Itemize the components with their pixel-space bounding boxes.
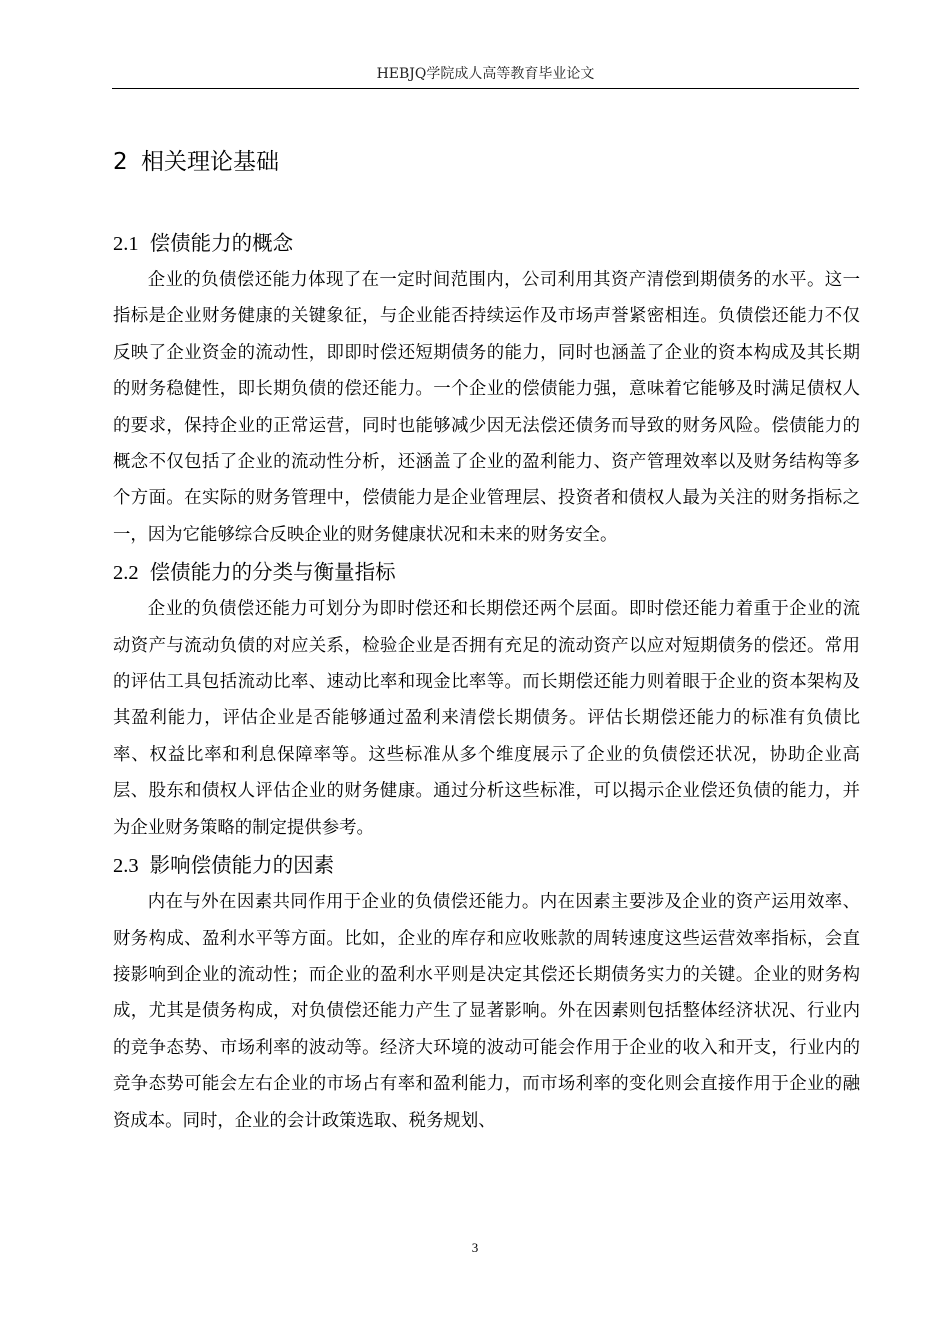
section-title: 偿债能力的分类与衡量指标 xyxy=(149,560,396,585)
page-header: HEBJQ学院成人高等教育毕业论文 xyxy=(376,66,595,82)
section-number: 2.2 xyxy=(113,562,139,585)
header-divider xyxy=(112,88,859,89)
section-paragraph: 内在与外在因素共同作用于企业的负债偿还能力。内在因素主要涉及企业的资产运用效率、财务构成、盈利水平等方面。比如，企业的库存和应收账款的周转速度这些运营效率指标，会直接影响到企业的流动性；而企业的盈利水平则是决定其偿还长期债务实力的关键。企业的财务构成，尤其是债务构成，对负债偿还能力产生了显著影响。外在因素则包括整体经济状况、行业内的竞争态势、市场利率的波动等。经济大环境的波动可能会作用于企业的收入和开支，行业内的竞争态势可能会左右企业的市场占有率和盈利能力，而市场利率的变化则会直接作用于企业的融资成本。同时，企业的会计政策选取、税务规划、 xyxy=(113,892,860,1131)
page-number: 3 xyxy=(471,1240,479,1255)
section-heading-2-3 xyxy=(113,846,860,884)
chapter-title: 相关理论基础 xyxy=(140,149,279,175)
section-title: 影响偿债能力的因素 xyxy=(149,853,335,878)
section-paragraph: 企业的负债偿还能力体现了在一定时间范围内，公司利用其资产清偿到期债务的水平。这一指标是企业财务健康的关键象征，与企业能否持续运作及市场声誉紧密相连。负债偿还能力不仅反映了企业资金的流动性，即即时偿还短期债务的能力，同时也涵盖了企业的资本构成及其长期的财务稳健性，即长期负债的偿还能力。一个企业的偿债能力强，意味着它能够及时满足债权人的要求，保持企业的正常运营，同时也能够减少因无法偿还债务而导致的财务风险。偿债能力的概念不仅包括了企业的流动性分析，还涵盖了企业的盈利能力、资产管理效率以及财务结构等多个方面。在实际的财务管理中，偿债能力是企业管理层、投资者和债权人最为关注的财务指标之一，因为它能够综合反映企业的财务健康状况和未来的财务安全。 xyxy=(113,270,860,545)
section-number: 2.1 xyxy=(113,233,139,255)
section-number: 2.3 xyxy=(113,855,139,878)
chapter-number: 2 xyxy=(113,149,128,175)
section-paragraph: 企业的负债偿还能力可划分为即时偿还和长期偿还两个层面。即时偿还能力着重于企业的流动资产与流动负债的对应关系，检验企业是否拥有充足的流动资产以应对短期债务的偿还。常用的评估工具包括流动比率、速动比率和现金比率等。而长期偿还能力则着眼于企业的资本架构及其盈利能力，评估企业是否能够通过盈利来清偿长期债务。评估长期偿还能力的标准有负债比率、权益比率和利息保障率等。这些标准从多个维度展示了企业的负债偿还状况，协助企业高层、股东和债权人评估企业的财务健康。通过分析这些标准，可以揭示企业偿还负债的能力，并为企业财务策略的制定提供参考。 xyxy=(113,599,860,838)
section-title: 偿债能力的概念 xyxy=(149,231,294,255)
section-heading-2-2 xyxy=(113,553,860,591)
section-heading-2-1 xyxy=(113,224,860,262)
chapter-heading xyxy=(113,140,860,184)
page-body xyxy=(113,140,860,1139)
